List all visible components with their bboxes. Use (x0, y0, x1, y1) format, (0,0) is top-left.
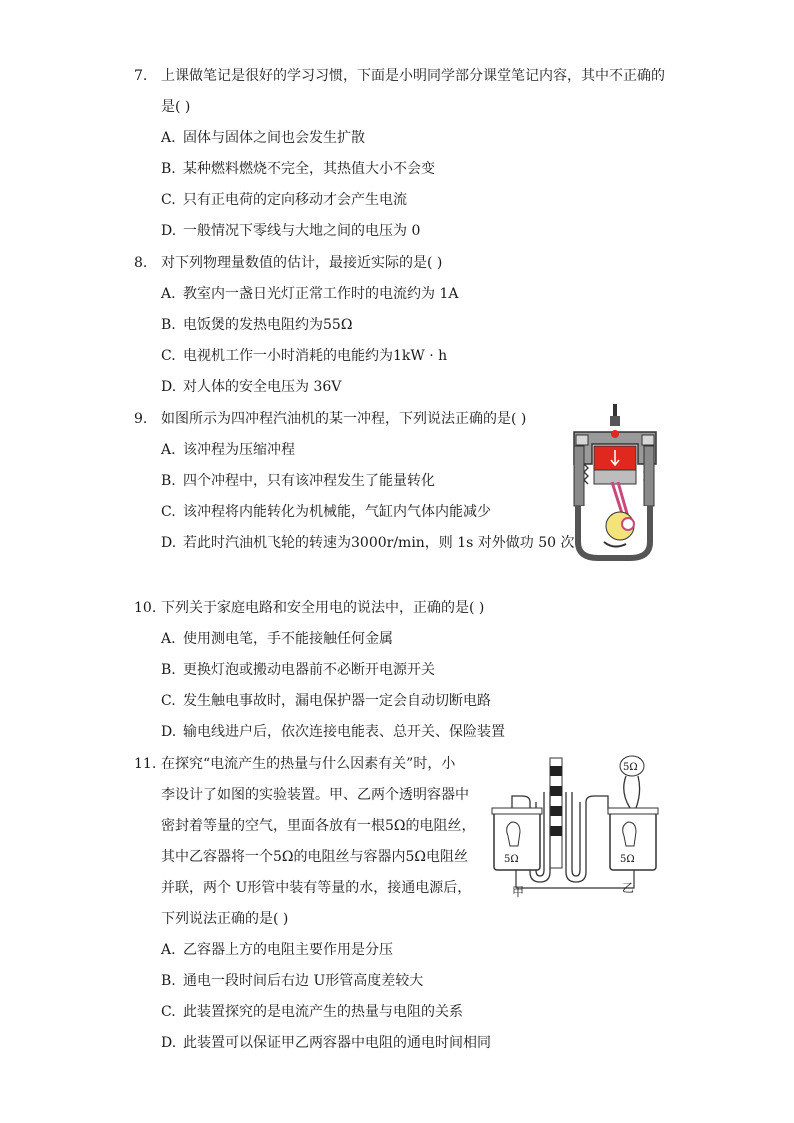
option-c[interactable] (161, 1002, 463, 1022)
container-yi-lid (608, 808, 658, 814)
cylinder-wall-right (644, 446, 654, 506)
question-stem-line: 下列说法正确的是( ) (161, 911, 289, 927)
option-text: 此装置探究的是电流产生的热量与电阻的关系 (183, 1004, 463, 1020)
option-text: 教室内一盏日光灯正常工作时的电流约为 1A (183, 286, 459, 302)
option-text: 只有正电荷的定向移动才会产生电流 (183, 192, 407, 208)
option-c[interactable] (161, 346, 447, 366)
option-text: 通电一段时间后右边 U形管高度差较大 (183, 973, 424, 989)
option-a[interactable] (161, 440, 295, 460)
label-yi: 乙 (622, 881, 635, 895)
option-text: 输电线进户后，依次连接电能表、总开关、保险装置 (183, 724, 505, 740)
top-resistor-label: 5Ω (623, 762, 638, 773)
option-c[interactable] (161, 691, 491, 711)
question-number: 11. (134, 756, 157, 772)
option-d[interactable] (161, 722, 505, 742)
option-text: 电视机工作一小时消耗的电能约为1kW · h (183, 348, 448, 364)
question-number: 9. (134, 411, 148, 427)
option-a[interactable] (161, 128, 365, 148)
piston (594, 470, 636, 484)
option-text: 电饭煲的发热电阻约为55Ω (183, 317, 353, 333)
option-b[interactable] (161, 315, 352, 335)
right-resistor-label: 5Ω (620, 854, 635, 865)
option-letter: D. (161, 1035, 177, 1051)
top-resistor-wires (624, 776, 640, 808)
option-letter: C. (161, 504, 176, 520)
option-letter: D. (161, 223, 177, 239)
option-a[interactable] (161, 940, 393, 960)
option-letter: A. (161, 942, 176, 958)
option-letter: B. (161, 662, 176, 678)
question-stem-line: 上课做笔记是很好的学习习惯，下面是小明同学部分课堂笔记内容，其中不正确的 (161, 68, 665, 84)
option-b[interactable] (161, 471, 435, 491)
label-jia: 甲 (512, 885, 525, 899)
option-letter: B. (161, 473, 176, 489)
crank-pin-icon (622, 518, 634, 530)
option-c[interactable] (161, 190, 407, 210)
question-number: 10. (134, 600, 157, 616)
option-b[interactable] (161, 971, 423, 991)
option-letter: A. (161, 286, 176, 302)
question-number: 8. (134, 255, 148, 271)
option-text: 对人体的安全电压为 36V (183, 379, 342, 395)
ruler-mark (550, 826, 562, 836)
option-letter: B. (161, 317, 176, 333)
question-stem-line: 其中乙容器将一个5Ω的电阻丝与容器内5Ω电阻丝 (161, 849, 469, 865)
option-text: 某种燃料燃烧不完全，其热值大小不会变 (183, 161, 435, 177)
connecting-wire (516, 870, 634, 888)
option-d[interactable] (161, 533, 575, 553)
left-resistor-label: 5Ω (504, 854, 519, 865)
option-letter: D. (161, 724, 177, 740)
spark-burst-icon (611, 430, 619, 438)
option-letter: A. (161, 631, 176, 647)
ruler-mark (550, 786, 562, 796)
option-letter: A. (161, 442, 176, 458)
option-text: 固体与固体之间也会发生扩散 (183, 130, 365, 146)
option-text: 乙容器上方的电阻主要作用是分压 (183, 942, 393, 958)
question-stem-line: 并联，两个 U形管中装有等量的水，接通电源后， (161, 880, 472, 896)
question-number: 7. (134, 68, 148, 84)
option-text: 此装置可以保证甲乙两容器中电阻的通电时间相同 (183, 1035, 491, 1051)
option-c[interactable] (161, 502, 491, 522)
option-letter: D. (161, 535, 177, 551)
question-stem-line: 如图所示为四冲程汽油机的某一冲程，下列说法正确的是( ) (161, 411, 527, 427)
ruler-mark (550, 766, 562, 776)
exhaust-valve-icon (642, 435, 654, 445)
option-letter: C. (161, 1004, 176, 1020)
question-stem-line: 密封着等量的空气，里面各放有一根5Ω的电阻丝， (161, 818, 476, 834)
option-text: 该冲程将内能转化为机械能，气缸内气体内能减少 (183, 504, 491, 520)
option-text: 一般情况下零线与大地之间的电压为 0 (183, 223, 421, 239)
option-d[interactable] (161, 1033, 491, 1053)
option-letter: B. (161, 973, 176, 989)
ruler-mark (550, 806, 562, 816)
option-b[interactable] (161, 159, 435, 179)
question-stem-line: 李设计了如图的实验装置。甲、乙两个透明容器中 (161, 787, 469, 803)
question-stem-line: 是( ) (161, 99, 191, 115)
option-a[interactable] (161, 284, 458, 304)
option-letter: C. (161, 348, 176, 364)
u-tube-right (566, 792, 586, 882)
option-letter: D. (161, 379, 177, 395)
spark-plug-body (610, 416, 620, 426)
u-tube-right-inner (572, 792, 580, 876)
engine-figure (568, 402, 660, 562)
valve-spring-icon (584, 464, 588, 484)
option-text: 该冲程为压缩冲程 (183, 442, 295, 458)
option-letter: C. (161, 693, 176, 709)
option-text: 发生触电事故时，漏电保护器一定会自动切断电路 (183, 693, 491, 709)
option-d[interactable] (161, 377, 341, 397)
container-jia-lid (492, 808, 542, 814)
spark-plug-top (613, 404, 617, 418)
option-letter: A. (161, 130, 176, 146)
cylinder-wall-left (574, 446, 584, 506)
option-letter: C. (161, 192, 176, 208)
question-stem-line: 在探究“电流产生的热量与什么因素有关”时，小 (161, 756, 456, 772)
option-a[interactable] (161, 629, 393, 649)
option-text: 更换灯泡或搬动电器前不必断开电源开关 (183, 662, 435, 678)
question-stem-line: 下列关于家庭电路和安全用电的说法中，正确的是( ) (161, 600, 485, 616)
option-text: 使用测电笔，手不能接触任何金属 (183, 631, 393, 647)
option-b[interactable] (161, 660, 435, 680)
option-text: 若此时汽油机飞轮的转速为3000r/min，则 1s 对外做功 50 次 (183, 535, 575, 551)
question-stem-line: 对下列物理量数值的估计，最接近实际的是( ) (161, 255, 443, 271)
intake-valve-icon (576, 435, 588, 445)
u-tube-right-link (586, 796, 608, 810)
option-d[interactable] (161, 221, 420, 241)
option-letter: B. (161, 161, 176, 177)
heating-apparatus-figure (490, 752, 660, 902)
option-text: 四个冲程中，只有该冲程发生了能量转化 (183, 473, 435, 489)
